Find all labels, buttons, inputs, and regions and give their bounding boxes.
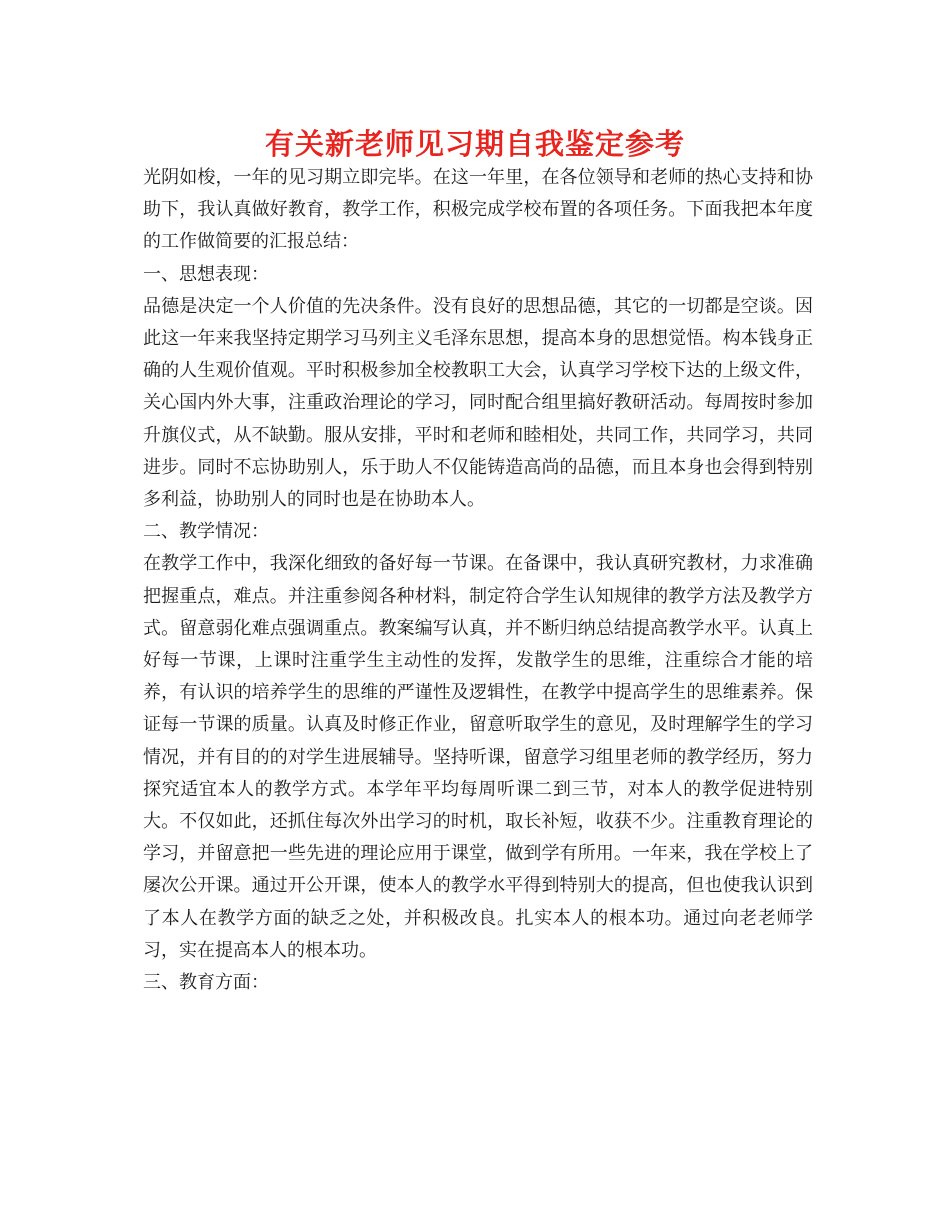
section-heading-teaching: 二、教学情况：: [143, 521, 269, 543]
section-heading-education: 三、教育方面：: [143, 972, 269, 994]
intro-paragraph: 光阴如梭，一年的见习期立即完毕。在这一年里，在各位领导和老师的热心支持和协助下，我认真做好教育，教学工作，积极完成学校布置的各项任务。下面我把本年度的工作做简要的汇报总结：: [143, 167, 813, 253]
teaching-paragraph: 在教学工作中，我深化细致的备好每一节课。在备课中，我认真研究教材，力求准确把握重点，难点。并注重参阅各种材料，制定符合学生认知规律的教学方法及教学方式。留意弱化难点强调重点。教案编写认真，并不断归纳总结提高教学水平。认真上好每一节课，上课时注重学生主动性的发挥，发散学生的思维，注重综合才能的培养，有认识的培养学生的思维的严谨性及逻辑性，在教学中提高学生的思维素养。保证每一节课的质量。认真及时修正作业，留意听取学生的意见，及时理解学生的学习情况，并有目的的对学生进展辅导。坚持听课，留意学习组里老师的教学经历，努力探究适宜本人的教学方式。本学年平均每周听课二到三节，对本人的教学促进特别大。不仅如此，还抓住每次外出学习的时机，取长补短，收获不少。注重教育理论的学习，并留意把一些先进的理论应用于课堂，做到学有所用。一年来，我在学校上了屡次公开课。通过开公开课，使本人的教学水平得到特别大的提高，但也使我认识到了本人在教学方面的缺乏之处，并积极改良。扎实本人的根本功。通过向老老师学习，实在提高本人的根本功。: [143, 553, 813, 961]
section-heading-thought: 一、思想表现：: [143, 263, 269, 285]
document-title: 有关新老师见习期自我鉴定参考: [264, 127, 685, 161]
thought-paragraph: 品德是决定一个人价值的先决条件。没有良好的思想品德，其它的一切都是空谈。因此这一年来我坚持定期学习马列主义毛泽东思想，提高本身的思想觉悟。构本钱身正确的人生观价值观。平时积极参加全校教职工大会，认真学习学校下达的上级文件，关心国内外大事，注重政治理论的学习，同时配合组里搞好教研活动。每周按时参加升旗仪式，从不缺勤。服从安排，平时和老师和睦相处，共同工作，共同学习，共同进步。同时不忘协助别人，乐于助人不仅能铸造高尚的品德，而且本身也会得到特别多利益，协助别人的同时也是在协助本人。: [143, 295, 813, 511]
document-body: [143, 162, 813, 999]
